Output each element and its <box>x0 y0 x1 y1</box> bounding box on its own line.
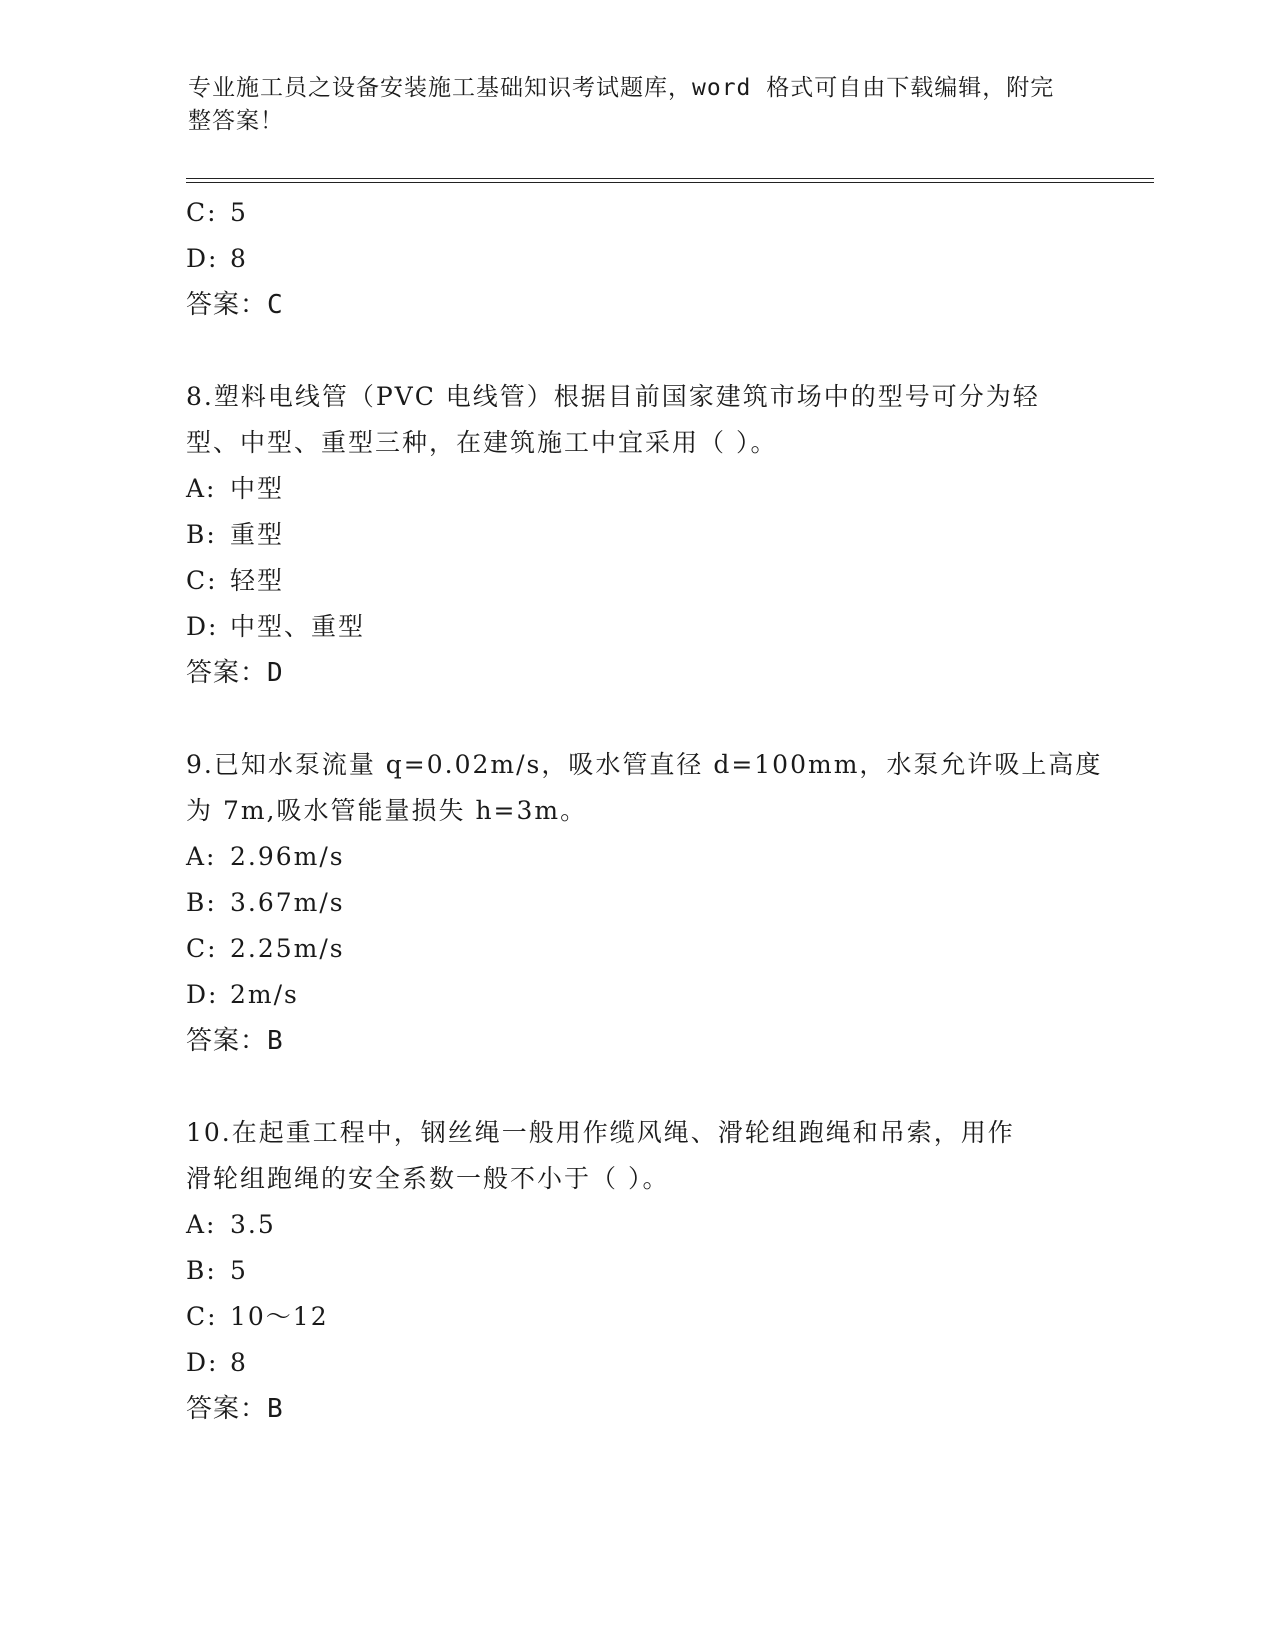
option-text: 2.96m/s <box>230 842 345 871</box>
option-label: C: <box>186 198 218 227</box>
answer-label: 答案： <box>186 290 268 320</box>
option-c <box>186 926 1086 972</box>
option-label: D: <box>186 1348 219 1377</box>
option-label: B: <box>186 520 217 549</box>
option-label: C: <box>186 566 218 595</box>
option-d <box>186 236 1086 282</box>
option-text: 3.67m/s <box>230 888 345 917</box>
option-text: 2m/s <box>230 980 299 1009</box>
answer-value: C <box>267 290 284 320</box>
option-text: 2.25m/s <box>230 934 345 963</box>
answer-line <box>186 1386 1086 1432</box>
option-text: 5 <box>230 198 248 227</box>
answer-value: B <box>267 1394 284 1424</box>
spacer <box>186 696 1086 742</box>
option-text: 3.5 <box>230 1210 276 1239</box>
spacer <box>186 328 1086 374</box>
option-text: 5 <box>230 1256 248 1285</box>
option-b <box>186 1248 1086 1294</box>
option-c <box>186 1294 1086 1340</box>
option-d <box>186 1340 1086 1386</box>
option-text: 轻型 <box>230 566 285 595</box>
option-text: 重型 <box>230 520 285 549</box>
header-line-2: 整答案！ <box>188 108 284 134</box>
answer-label: 答案： <box>186 658 268 688</box>
option-text: 中型 <box>230 474 285 503</box>
header-rule-bottom <box>186 182 1154 183</box>
option-label: C: <box>186 934 218 963</box>
option-label: D: <box>186 244 219 273</box>
option-d <box>186 604 1086 650</box>
option-label: B: <box>186 1256 217 1285</box>
answer-label: 答案： <box>186 1394 268 1424</box>
question-list <box>186 190 1103 1432</box>
answer-line <box>186 282 1086 328</box>
option-b <box>186 512 1086 558</box>
question-text-line-1: 9.已知水泵流量 q=0.02m/s，吸水管直径 d=100mm，水泵允许吸上高度 <box>186 750 1103 779</box>
question-10 <box>186 1110 1086 1432</box>
question-text-line-2: 为 7m,吸水管能量损失 h=3m。 <box>186 796 588 825</box>
header-rule-top <box>186 178 1154 179</box>
question-text-line-1: 10.在起重工程中，钢丝绳一般用作缆风绳、滑轮组跑绳和吊索，用作 <box>186 1118 1015 1147</box>
question-8 <box>186 374 1086 696</box>
question-text-line-2: 滑轮组跑绳的安全系数一般不小于（ ）。 <box>186 1164 670 1193</box>
option-label: C: <box>186 1302 218 1331</box>
page-header <box>188 72 1088 138</box>
answer-label: 答案： <box>186 1026 268 1056</box>
option-label: A: <box>186 842 217 871</box>
option-a <box>186 466 1086 512</box>
option-a <box>186 1202 1086 1248</box>
option-label: B: <box>186 888 217 917</box>
option-label: A: <box>186 474 217 503</box>
option-c <box>186 558 1086 604</box>
question-text-line-1: 8.塑料电线管（PVC 电线管）根据目前国家建筑市场中的型号可分为轻 <box>186 382 1040 411</box>
answer-value: B <box>267 1026 284 1056</box>
header-line-1: 专业施工员之设备安装施工基础知识考试题库，word 格式可自由下载编辑，附完 <box>188 75 1055 101</box>
answer-line <box>186 1018 1086 1064</box>
answer-value: D <box>267 658 284 688</box>
option-d <box>186 972 1086 1018</box>
option-label: D: <box>186 980 219 1009</box>
spacer <box>186 1064 1086 1110</box>
option-text: 8 <box>230 1348 248 1377</box>
option-label: D: <box>186 612 219 641</box>
option-text: 中型、重型 <box>230 612 366 641</box>
question-text-line-2: 型、中型、重型三种，在建筑施工中宜采用（ ）。 <box>186 428 778 457</box>
prev-question-block <box>186 190 1086 328</box>
answer-line <box>186 650 1086 696</box>
option-text: 10～12 <box>230 1302 329 1331</box>
option-c <box>186 190 1086 236</box>
option-a <box>186 834 1086 880</box>
question-9 <box>186 742 1103 1064</box>
option-text: 8 <box>230 244 248 273</box>
option-b <box>186 880 1086 926</box>
option-label: A: <box>186 1210 217 1239</box>
